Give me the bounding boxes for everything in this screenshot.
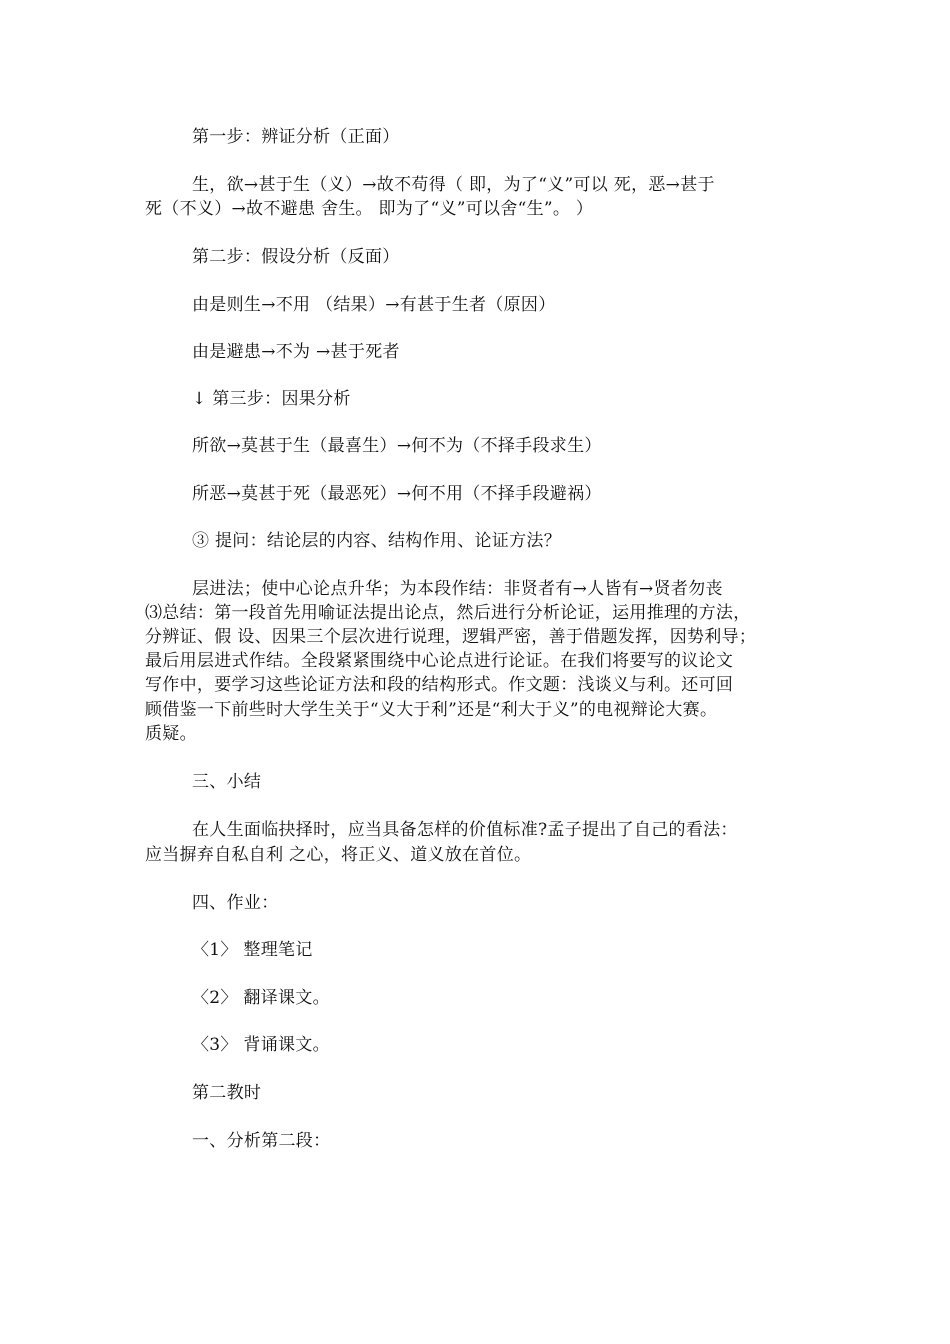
summary-line-3: 最后用层进式作结。全段紧紧围绕中心论点进行论证。在我们将要写的议论文 bbox=[145, 651, 734, 671]
answer-line: 层进法；使中心论点升华；为本段作结：非贤者有→人皆有→贤者勿丧 bbox=[192, 579, 723, 599]
step-two-line-2: 由是避患→不为 →甚于死者 bbox=[192, 342, 400, 362]
step-three-line-1: 所欲→莫甚于生（最喜生）→何不为（不择手段求生） bbox=[192, 436, 602, 456]
step-three-heading: ↓ 第三步：因果分析 bbox=[192, 389, 351, 409]
question-3: ③ 提问：结论层的内容、结构作用、论证方法？ bbox=[192, 531, 562, 551]
step-two-line-1: 由是则生→不用 （结果）→有甚于生者（原因） bbox=[192, 295, 556, 315]
summary-line-5: 顾借鉴一下前些时大学生关于“义大于利”还是“利大于义”的电视辩论大赛。 bbox=[145, 700, 718, 720]
summary-line-1: ⑶总结：第一段首先用喻证法提出论点，然后进行分析论证，运用推理的方法， bbox=[145, 603, 751, 623]
step-one-heading: 第一步：辨证分析（正面） bbox=[192, 127, 400, 147]
step-one-line-1: 生，欲→甚于生（义）→故不苟得（ 即，为了“义”可以 死，恶→甚于 bbox=[192, 175, 715, 195]
homework-item-3: 〈3〉 背诵课文。 bbox=[192, 1035, 330, 1055]
step-three-line-2: 所恶→莫甚于死（最恶死）→何不用（不择手段避祸） bbox=[192, 484, 602, 504]
section-three-heading: 三、小结 bbox=[192, 772, 262, 792]
section-one-heading: 一、分析第二段： bbox=[192, 1131, 331, 1151]
homework-item-2: 〈2〉 翻译课文。 bbox=[192, 988, 330, 1008]
step-two-heading: 第二步：假设分析（反面） bbox=[192, 247, 400, 267]
summary-line-2: 分辨证、假 设、因果三个层次进行说理，逻辑严密，善于借题发挥，因势利导； bbox=[145, 627, 757, 647]
conclusion-line-1: 在人生面临抉择时，应当具备怎样的价值标准?孟子提出了自己的看法： bbox=[192, 820, 738, 840]
homework-item-1: 〈1〉 整理笔记 bbox=[192, 940, 313, 960]
conclusion-line-2: 应当摒弃自私自利 之心，将正义、道义放在首位。 bbox=[145, 845, 532, 865]
summary-line-4: 写作中，要学习这些论证方法和段的结构形式。作文题：浅谈义与利。还可回 bbox=[145, 675, 734, 695]
step-one-line-2: 死（不义）→故不避患 舍生。 即为了“义”可以舍“生”。 ） bbox=[145, 199, 594, 219]
summary-line-6: 质疑。 bbox=[145, 724, 197, 744]
second-lesson-heading: 第二教时 bbox=[192, 1083, 262, 1103]
section-four-heading: 四、作业： bbox=[192, 893, 279, 913]
